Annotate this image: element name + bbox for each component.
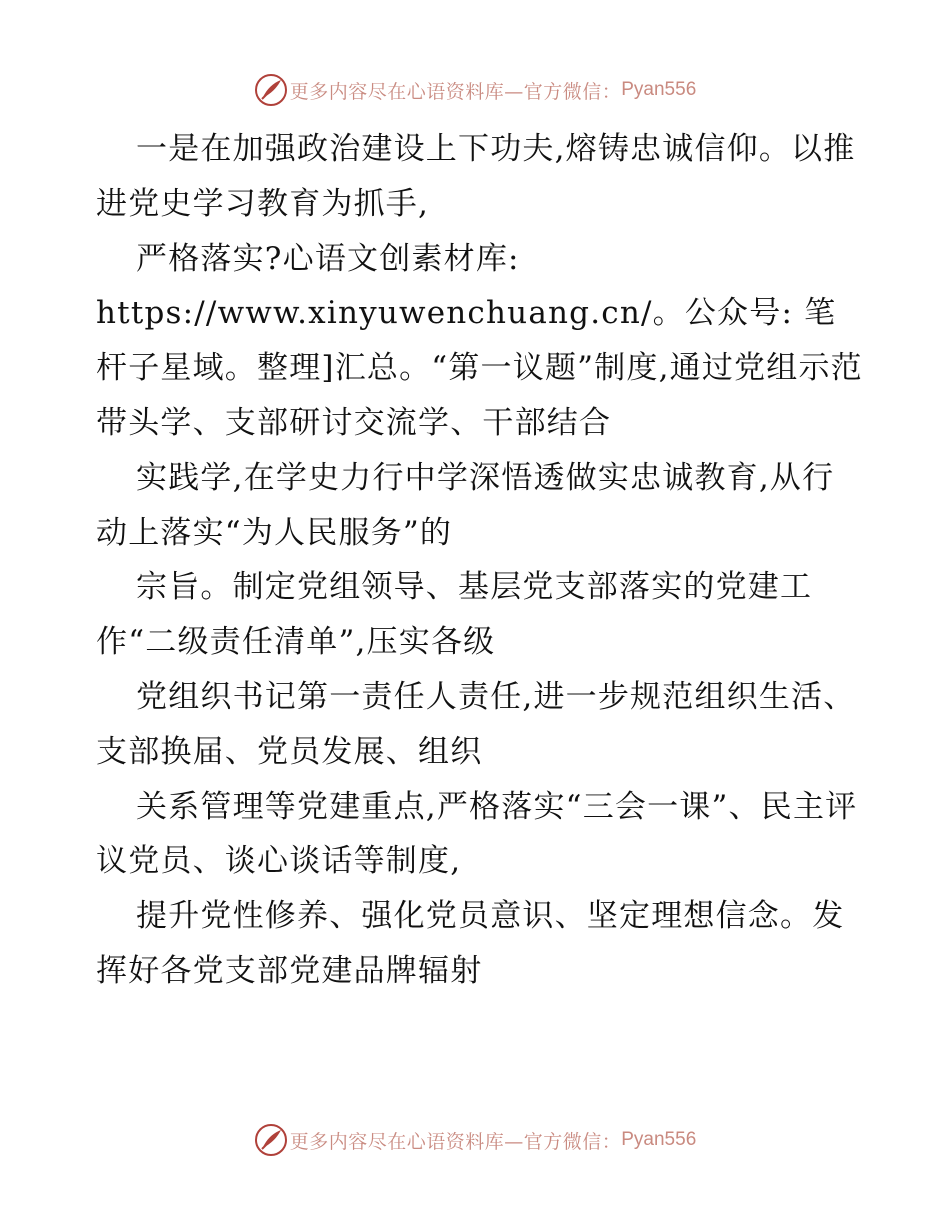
paragraph: 提升党性修养、强化党员意识、坚定理想信念。发挥好各党支部党建品牌辐射 xyxy=(96,898,845,989)
paragraph: 宗旨。制定党组领导、基层党支部落实的党建工作“二级责任清单”,压实各级 xyxy=(96,569,813,661)
footer-banner-handle: Pyan556 xyxy=(621,1129,697,1150)
paragraph: 实践学,在学史力行中学深悟透做实忠诚教育,从行动上落实“为人民服务”的 xyxy=(96,459,835,551)
paragraph: 严格落实?心语文创素材库: https://www.xinyuwenchuang.cn/。公众号: 笔杆子星域。整理]汇总。“第一议题”制度,通过党组示范带头学、支部研讨交流学、干部结合 xyxy=(96,240,863,441)
footer-watermark-banner xyxy=(0,1120,950,1160)
footer-banner-text: 更多内容尽在心语资料库—官方微信： xyxy=(289,1130,622,1153)
paragraph: 关系管理等党建重点,严格落实“三会一课”、民主评议党员、谈心谈话等制度, xyxy=(96,788,858,880)
paragraph: 一是在加强政治建设上下功夫,熔铸忠诚信仰。以推进党史学习教育为抓手, xyxy=(96,131,856,222)
header-watermark-banner xyxy=(0,70,950,110)
header-banner-handle: Pyan556 xyxy=(621,79,697,100)
paragraph: 党组织书记第一责任人责任,进一步规范组织生活、支部换届、党员发展、组织 xyxy=(96,678,856,770)
document-body xyxy=(96,122,866,999)
quill-pen-logo-icon xyxy=(254,1123,288,1157)
quill-pen-logo-icon xyxy=(254,73,288,107)
header-banner-text: 更多内容尽在心语资料库—官方微信： xyxy=(289,80,622,103)
